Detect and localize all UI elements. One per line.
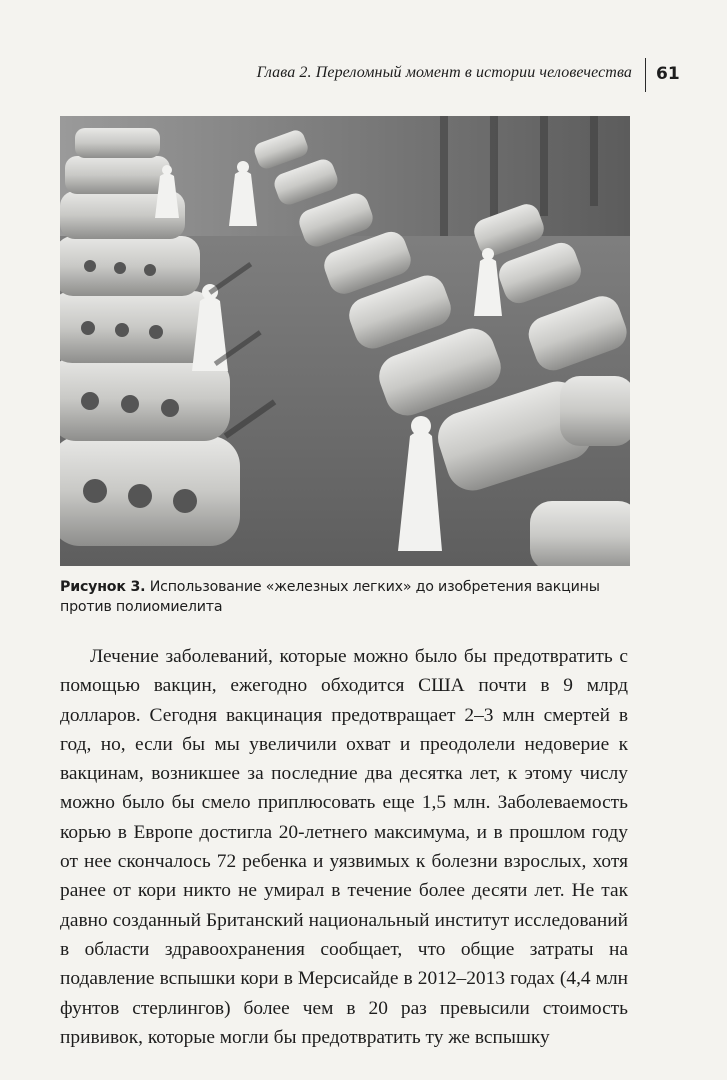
page-number: 61 xyxy=(656,64,680,84)
header-divider xyxy=(645,58,646,92)
figure-photo-iron-lungs xyxy=(60,116,630,566)
caption-text: Использование «железных легких» до изобретения вакцины против полиомиелита xyxy=(60,579,600,615)
caption-label: Рисунок 3. xyxy=(60,579,146,595)
iron-lung-ward-illustration xyxy=(60,116,630,566)
body-paragraph: Лечение заболеваний, которые можно было бы предотвратить с помощью вакцин, ежегодно обходится США почти в 9 млрд долларов. Сегодня вакцинация предотвращает 2–3 млн смертей в год, но, если бы мы увеличили охват и преодолели недоверие к вакцинам, возникшее за последние два десятка лет, к этому числу можно было бы смело приплюсовать еще 1,5 млн. Заболеваемость корью в Европе достигла 20-летнего максимума, и в прошлом году от нее скончалось 72 ребенка и уязвимых к болезни взрослых, хотя ранее от кори никто не умирал в течение более десяти лет. Не так давно созданный Британский национальный институт исследований в области здравоохранения сообщает, что общие затраты на подавление вспышки кори в Мерсисайде в 2012–2013 годах (4,4 млн фунтов стерлингов) более чем в 20 раз превысили стоимость прививок, которые могли бы предотвратить ту же вспышку xyxy=(60,646,628,1048)
figure-caption xyxy=(60,577,632,617)
running-head: Глава 2. Переломный момент в истории человечества xyxy=(256,64,632,81)
